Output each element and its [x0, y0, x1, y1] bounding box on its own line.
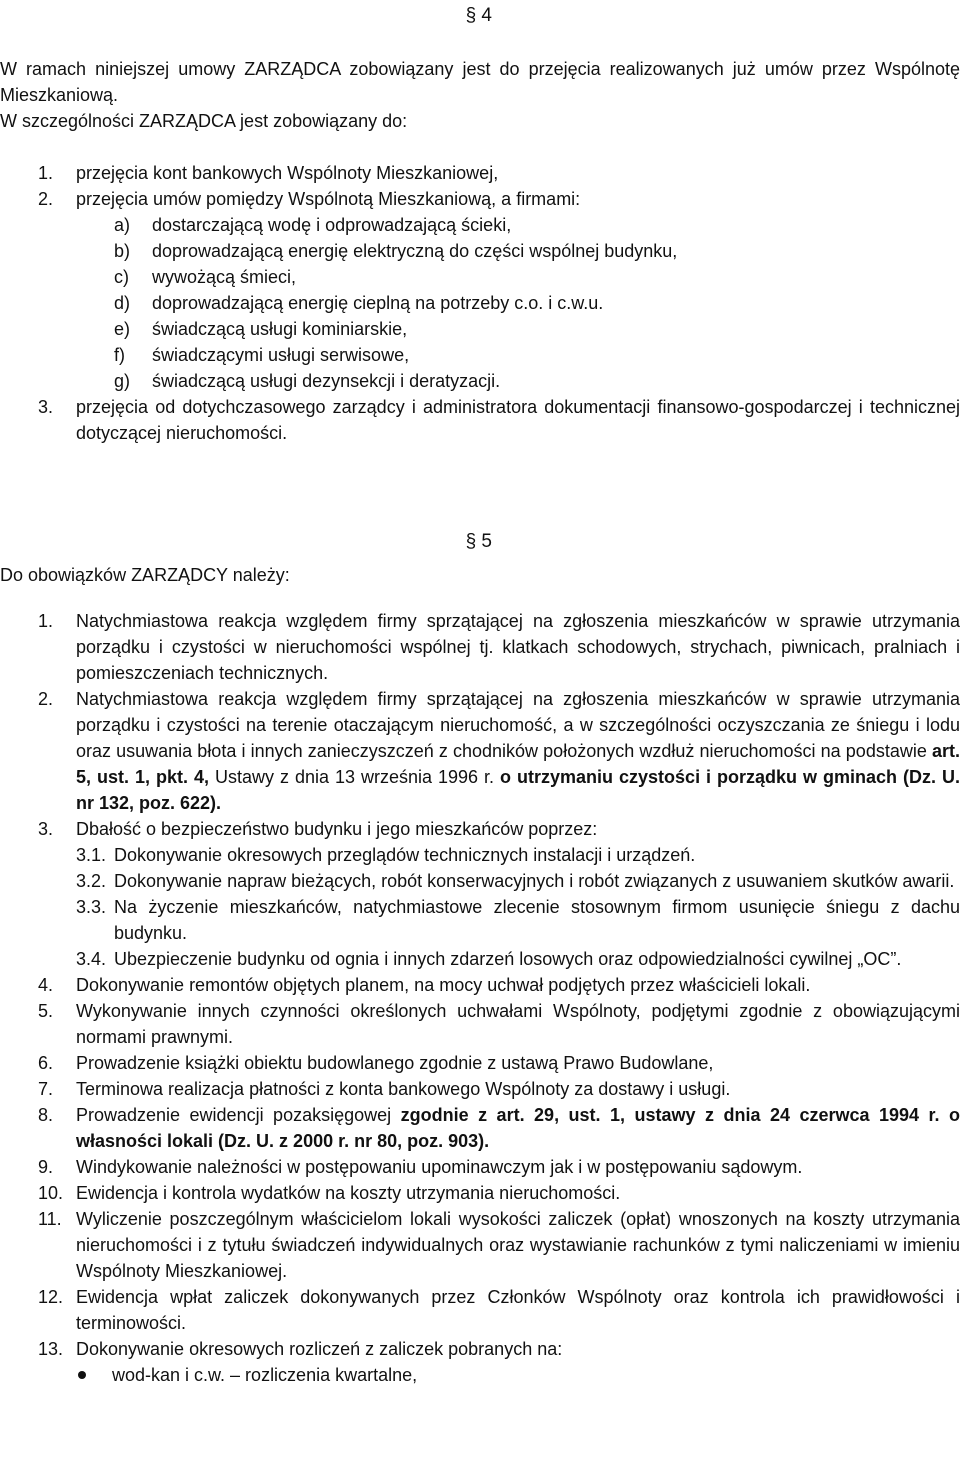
list-item: 3.3. Na życzenie mieszkańców, natychmiastowe zlecenie stosownym firmom usunięcie śniegu z dachu budynku.	[76, 897, 960, 943]
section-5-list	[0, 608, 960, 1388]
section-5-intro: Do obowiązków ZARZĄDCY należy:	[0, 565, 290, 585]
list-item: wod-kan i c.w. – rozliczenia kwartalne,	[76, 1362, 960, 1388]
list-item: 7. Terminowa realizacja płatności z konta bankowego Wspólnoty za dostawy i usługi.	[38, 1079, 731, 1099]
list-item: 9. Windykowanie należności w postępowaniu upominawczym jak i w postępowaniu sądowym.	[38, 1157, 803, 1177]
bullet-icon	[78, 1371, 86, 1379]
section-4-list	[0, 160, 960, 212]
section-5-mark: § 5	[465, 531, 492, 552]
list-item: 3. Dbałość o bezpieczeństwo budynku i jego mieszkańców poprzez: 3.1. Dokonywanie okresowych przeglądów technicznych instalacji i urządzeń. 3.2. Dokonywanie napraw bieżących, robót konserwacyjnych i robót związanych z usuwaniem skutków awarii. 3.3. Na życzenie mieszkańców, natychmiastowe zlecenie stosownym firmom usunięcie śniegu z dachu budynku. 3.4. Ubezpieczenie budynku od ognia i innych zdarzeń losowych oraz odpowiedzialności cywilnej „OC”.	[0, 816, 960, 972]
list-item: 2. Natychmiastowa reakcja względem firmy sprzątającej na zgłoszenia mieszkańców w sprawie utrzymania porządku i czystości na terenie otaczającym nieruchomość, a w szczególności oczyszczania ze śniegu i lodu oraz usuwania błota i innych zanieczyszczeń z chodników położonych wzdłuż nieruchomości na podstawie art. 5, ust. 1, pkt. 4, Ustawy z dnia 13 września 1996 r. o utrzymaniu czystości i porządku w gminach (Dz. U. nr 132, poz. 622).	[38, 689, 960, 813]
list-item: 3.1. Dokonywanie okresowych przeglądów technicznych instalacji i urządzeń.	[76, 845, 696, 865]
list-item: 5. Wykonywanie innych czynności określonych uchwałami Wspólnoty, podjętymi zgodnie z obowiązującymi normami prawnymi.	[38, 1001, 960, 1047]
section-4-mark: § 4	[465, 5, 492, 26]
list-item: 2. przejęcia umów pomiędzy Wspólnotą Mieszkaniową, a firmami:	[38, 189, 581, 209]
list-item: 13. Dokonywanie okresowych rozliczeń z zaliczek pobranych na: wod-kan i c.w. – rozliczenia kwartalne,	[0, 1336, 960, 1388]
section-5-sublist	[76, 842, 960, 972]
list-item: 4. Dokonywanie remontów objętych planem, na mocy uchwał podjętych przez właścicieli lokali.	[38, 975, 811, 995]
list-item: 1. przejęcia kont bankowych Wspólnoty Mieszkaniowej,	[38, 163, 499, 183]
section-4-intro: W ramach niniejszej umowy ZARZĄDCA zobowiązany jest do przejęcia realizowanych już umów przez Wspólnotę Mieszkaniową.	[0, 59, 960, 105]
list-item: b) doprowadzającą energię elektryczną do części wspólnej budynku,	[114, 241, 678, 261]
section-5-bullets	[76, 1362, 960, 1388]
list-item: 11. Wyliczenie poszczególnym właścicielom lokali wysokości zaliczek (opłat) wnoszonych na koszty utrzymania nieruchomości i z tytułu świadczeń indywidualnych oraz wystawianie rachunków z tymi naliczeniami w imieniu Wspólnoty Mieszkaniowej.	[38, 1209, 960, 1281]
list-item: 3.2. Dokonywanie napraw bieżących, robót konserwacyjnych i robót związanych z usuwaniem skutków awarii.	[76, 871, 955, 891]
list-item: 8. Prowadzenie ewidencji pozaksięgowej zgodnie z art. 29, ust. 1, ustawy z dnia 24 czerwca 1994 r. o własności lokali (Dz. U. z 2000 r. nr 80, poz. 903).	[38, 1105, 960, 1151]
list-item: 6. Prowadzenie książki obiektu budowlanego zgodnie z ustawą Prawo Budowlane,	[38, 1053, 714, 1073]
list-item: c) wywożącą śmieci,	[114, 267, 297, 287]
list-item: 3. przejęcia od dotychczasowego zarządcy i administratora dokumentacji finansowo-gospodarczej i technicznej dotyczącej nieruchomości.	[38, 397, 960, 443]
list-item: f) świadczącymi usługi serwisowe,	[114, 345, 410, 365]
list-item: 1. Natychmiastowa reakcja względem firmy sprzątającej na zgłoszenia mieszkańców w sprawie utrzymania porządku i czystości w nieruchomości wspólnej tj. klatkach schodowych, strychach, piwnicach, pralniach i pomieszczeniach technicznych.	[38, 611, 960, 683]
section-4-intro-2: W szczególności ZARZĄDCA jest zobowiązany do:	[0, 111, 408, 131]
list-item: 12. Ewidencja wpłat zaliczek dokonywanych przez Członków Wspólnoty oraz kontrola ich prawidłowości i terminowości.	[38, 1287, 960, 1333]
list-item: e) świadczącą usługi kominiarskie,	[114, 319, 408, 339]
list-item: 10. Ewidencja i kontrola wydatków na koszty utrzymania nieruchomości.	[38, 1183, 621, 1203]
list-item: g) świadczącą usługi dezynsekcji i deratyzacji.	[114, 371, 501, 391]
section-4-list-cont	[0, 394, 960, 446]
list-item: 3.4. Ubezpieczenie budynku od ognia i innych zdarzeń losowych oraz odpowiedzialności cywilnej „OC”.	[76, 949, 902, 969]
list-item: a) dostarczającą wodę i odprowadzającą ścieki,	[114, 215, 512, 235]
list-item: d) doprowadzającą energię cieplną na potrzeby c.o. i c.w.u.	[114, 293, 604, 313]
section-4-sublist	[0, 212, 960, 394]
